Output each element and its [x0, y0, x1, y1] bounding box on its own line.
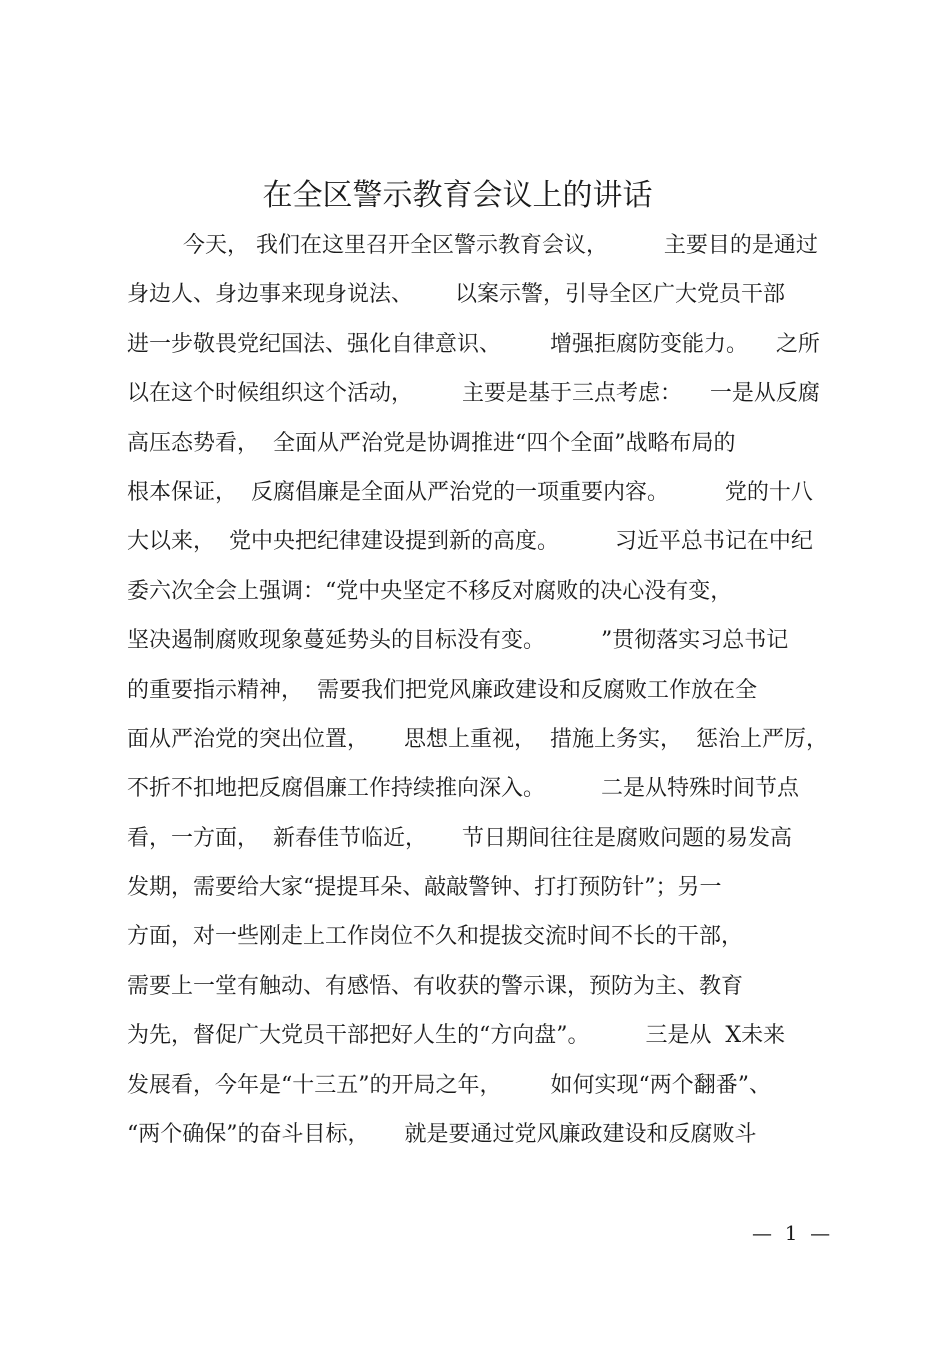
text-line: 方面，对一些刚走上工作岗位不久和提拔交流时间不长的干部， [127, 924, 744, 950]
text-line: 以在这个时候组织这个活动， 主要是基于三点考虑： 一是从反腐 [127, 381, 820, 407]
text-line: 的重要指示精神， 需要我们把党风廉政建设和反腐败工作放在全 [127, 677, 757, 703]
text-line: 委六次全会上强调：“党中央坚定不移反对腐败的决心没有变， [127, 578, 733, 604]
text-line: “两个确保”的奋斗目标， 就是要通过党风廉政建设和反腐败斗 [127, 1122, 757, 1148]
text-line: 不折不扣地把反腐倡廉工作持续推向深入。 二是从特殊时间节点 [127, 776, 799, 802]
text-line: 高压态势看， 全面从严治党是协调推进“四个全面”战略布局的 [127, 430, 736, 456]
text-line: 进一步敬畏党纪国法、强化自律意识、 增强拒腐防变能力。 之所 [127, 331, 820, 357]
text-line: 为先，督促广大党员干部把好人生的“方向盘”。 三是从 X未来 [127, 1023, 786, 1049]
page-number: — 1 — [752, 1221, 831, 1245]
text-line: 身边人、身边事来现身说法、 以案示警，引导全区广大党员干部 [127, 282, 785, 308]
text-line: 发期，需要给大家“提提耳朵、敲敲警钟、打打预防针”；另一 [127, 875, 722, 901]
text-line: 需要上一堂有触动、有感悟、有收获的警示课，预防为主、教育 [127, 973, 744, 999]
text-line: 大以来， 党中央把纪律建设提到新的高度。 习近平总书记在中纪 [127, 529, 813, 555]
text-line: 根本保证， 反腐倡廉是全面从严治党的一项重要内容。 党的十八 [127, 479, 813, 505]
text-line: 面从严治党的突出位置， 思想上重视， 措施上务实， 惩治上严厉， [127, 726, 828, 752]
document-title: 在全区警示教育会议上的讲话 [262, 178, 653, 213]
text-line: 看，一方面， 新春佳节临近， 节日期间往往是腐败问题的易发高 [127, 825, 792, 851]
text-line: 今天， 我们在这里召开全区警示教育会议， 主要目的是通过 [127, 233, 818, 258]
text-line: 坚决遏制腐败现象蔓延势头的目标没有变。 ”贯彻落实习总书记 [127, 628, 789, 654]
text-line: 发展看，今年是“十三五”的开局之年， 如何实现“两个翻番”、 [127, 1072, 771, 1098]
body-paragraph [127, 226, 837, 1164]
